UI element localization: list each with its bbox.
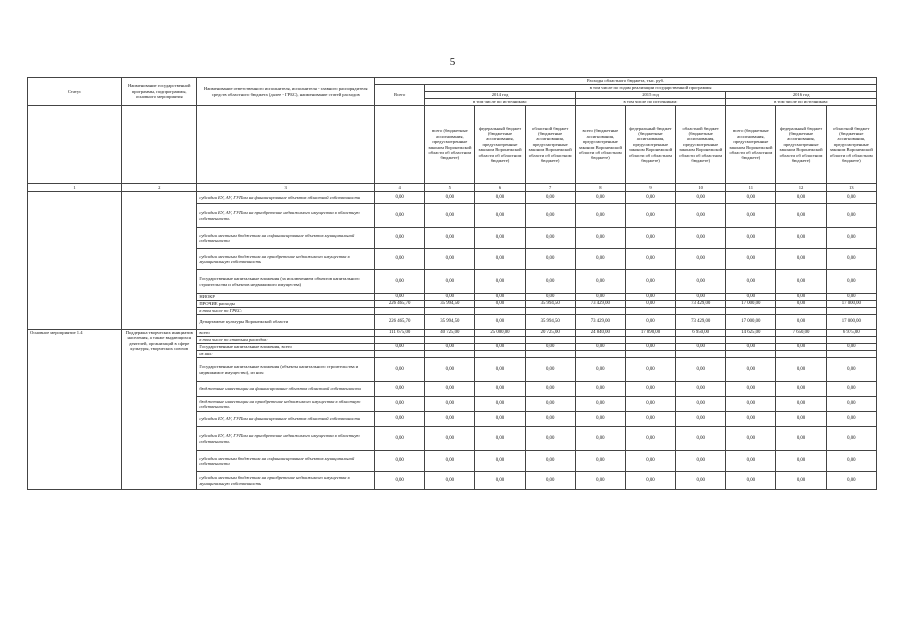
value-cell: 0,00 bbox=[575, 472, 625, 490]
value-cell: 0,00 bbox=[826, 249, 876, 270]
value-cell: 0,00 bbox=[475, 358, 525, 382]
value-cell: 0,00 bbox=[676, 344, 726, 351]
value-cell: 0,00 bbox=[375, 427, 425, 451]
value-cell: 24 840,00 bbox=[575, 330, 625, 337]
header-year-2016: 2016 год bbox=[726, 92, 877, 99]
row-label: Департамент культуры Воронежской области bbox=[197, 315, 375, 330]
value-cell: 0,00 bbox=[575, 451, 625, 472]
value-cell: 0,00 bbox=[475, 192, 525, 204]
value-cell: 0,00 bbox=[425, 249, 475, 270]
value-cell: 0,00 bbox=[425, 358, 475, 382]
value-cell: 0,00 bbox=[625, 358, 675, 382]
value-cell: 0,00 bbox=[375, 192, 425, 204]
value-cell: 0,00 bbox=[726, 397, 776, 412]
value-cell: 0,00 bbox=[425, 427, 475, 451]
status-cell-empty bbox=[28, 192, 122, 330]
value-cell: 0,00 bbox=[676, 451, 726, 472]
row-label: субсидии местным бюджетам на приобретение недвижимого имущества в муниципальную собственность bbox=[197, 472, 375, 490]
value-cell: 226 465,70 bbox=[375, 301, 425, 308]
column-number: 6 bbox=[475, 184, 525, 192]
value-cell: 0,00 bbox=[575, 427, 625, 451]
table-row bbox=[28, 192, 877, 204]
value-cell: 17 890,00 bbox=[625, 330, 675, 337]
value-cell: 0,00 bbox=[375, 412, 425, 427]
value-cell bbox=[525, 308, 575, 315]
value-cell: 0,00 bbox=[575, 204, 625, 228]
value-cell: 0,00 bbox=[726, 270, 776, 294]
value-cell bbox=[826, 337, 876, 344]
header-all-budget-2015: всего (бюджетные ассигнования, предусмотренные законом Воронежской области об областном бюджете) bbox=[575, 106, 625, 184]
header-executor: Наименование ответственного исполнителя, исполнителя - главного распорядителя средств областного бюджета (далее - ГРБС), наименование статей расходов bbox=[197, 78, 375, 106]
value-cell: 0,00 bbox=[625, 397, 675, 412]
value-cell: 0,00 bbox=[726, 472, 776, 490]
value-cell: 0,00 bbox=[475, 397, 525, 412]
value-cell: 0,00 bbox=[475, 204, 525, 228]
value-cell: 73 429,00 bbox=[575, 315, 625, 330]
value-cell: 0,00 bbox=[726, 451, 776, 472]
value-cell: 0,00 bbox=[525, 249, 575, 270]
value-cell: 0,00 bbox=[826, 382, 876, 397]
row-label: субсидии БУ, АУ, ГУПам на приобретение недвижимого имущества в областную собственность bbox=[197, 204, 375, 228]
value-cell: 0,00 bbox=[826, 412, 876, 427]
value-cell: 0,00 bbox=[475, 270, 525, 294]
value-cell: 0,00 bbox=[525, 412, 575, 427]
value-cell: 0,00 bbox=[726, 192, 776, 204]
value-cell bbox=[575, 337, 625, 344]
value-cell bbox=[425, 308, 475, 315]
value-cell: 40 725,00 bbox=[425, 330, 475, 337]
value-cell: 0,00 bbox=[475, 228, 525, 249]
value-cell: 0,00 bbox=[776, 301, 826, 308]
value-cell: 0,00 bbox=[676, 358, 726, 382]
value-cell: 226 465,70 bbox=[375, 315, 425, 330]
column-number: 10 bbox=[676, 184, 726, 192]
value-cell: 0,00 bbox=[525, 294, 575, 301]
value-cell: 0,00 bbox=[776, 294, 826, 301]
value-cell: 0,00 bbox=[726, 204, 776, 228]
value-cell: 73 429,00 bbox=[676, 315, 726, 330]
value-cell bbox=[375, 337, 425, 344]
value-cell: 0,00 bbox=[475, 451, 525, 472]
value-cell: 0,00 bbox=[676, 472, 726, 490]
value-cell: 0,00 bbox=[625, 192, 675, 204]
value-cell: 0,00 bbox=[676, 270, 726, 294]
value-cell bbox=[425, 351, 475, 358]
value-cell: 0,00 bbox=[575, 412, 625, 427]
value-cell: 0,00 bbox=[625, 204, 675, 228]
value-cell: 0,00 bbox=[776, 204, 826, 228]
value-cell: 0,00 bbox=[726, 294, 776, 301]
value-cell: 0,00 bbox=[826, 344, 876, 351]
column-number: 4 bbox=[375, 184, 425, 192]
main-event-name: Поддержка творческих инициатив населения, а также выдающихся деятелей, организаций в сфере культуры, творческих союзов bbox=[122, 330, 197, 490]
value-cell: 0,00 bbox=[575, 192, 625, 204]
value-cell: 17 000,00 bbox=[726, 301, 776, 308]
value-cell: 0,00 bbox=[475, 382, 525, 397]
value-cell bbox=[525, 337, 575, 344]
column-number: 2 bbox=[122, 184, 197, 192]
row-label: в том числе по статьям расходов: bbox=[197, 337, 375, 344]
row-label: НИОКР bbox=[197, 294, 375, 301]
value-cell: 0,00 bbox=[625, 344, 675, 351]
value-cell: 0,00 bbox=[625, 451, 675, 472]
value-cell bbox=[375, 308, 425, 315]
value-cell: 0,00 bbox=[726, 228, 776, 249]
value-cell bbox=[575, 351, 625, 358]
value-cell bbox=[776, 337, 826, 344]
value-cell: 0,00 bbox=[826, 204, 876, 228]
header-regional-2014: областной бюджет (бюджетные ассигнования, предусмотренные законом Воронежской области об областном бюджете) bbox=[525, 106, 575, 184]
value-cell: 0,00 bbox=[676, 249, 726, 270]
header-regional-2015: областной бюджет (бюджетные ассигнования, предусмотренные законом Воронежской области об областном бюджете) bbox=[676, 106, 726, 184]
value-cell: 0,00 bbox=[625, 228, 675, 249]
column-number: 8 bbox=[575, 184, 625, 192]
value-cell: 25 000,00 bbox=[475, 330, 525, 337]
value-cell: 0,00 bbox=[425, 451, 475, 472]
value-cell bbox=[826, 308, 876, 315]
value-cell: 0,00 bbox=[525, 382, 575, 397]
value-cell: 6 950,00 bbox=[676, 330, 726, 337]
value-cell: 0,00 bbox=[676, 204, 726, 228]
value-cell bbox=[475, 308, 525, 315]
value-cell: 0,00 bbox=[776, 451, 826, 472]
value-cell: 35 994,50 bbox=[425, 301, 475, 308]
column-number: 7 bbox=[525, 184, 575, 192]
value-cell: 35 994,50 bbox=[525, 315, 575, 330]
column-number: 1 bbox=[28, 184, 122, 192]
header-program-name: Наименование государственной программы, подпрограммы, основного мероприятия bbox=[122, 78, 197, 106]
value-cell: 0,00 bbox=[676, 427, 726, 451]
value-cell: 0,00 bbox=[625, 301, 675, 308]
header-all-budget-2016: всего (бюджетные ассигнования, предусмотренные законом Воронежской области об областном бюджете) bbox=[726, 106, 776, 184]
column-number: 3 bbox=[197, 184, 375, 192]
row-label: Государственные капитальные вложения (за исключением объектов капитального строительства и объектов недвижимого имущества) bbox=[197, 270, 375, 294]
value-cell bbox=[425, 337, 475, 344]
value-cell bbox=[475, 337, 525, 344]
value-cell: 0,00 bbox=[726, 358, 776, 382]
value-cell: 0,00 bbox=[726, 412, 776, 427]
value-cell: 0,00 bbox=[726, 427, 776, 451]
value-cell: 0,00 bbox=[475, 294, 525, 301]
row-label: в том числе по ГРБС: bbox=[197, 308, 375, 315]
value-cell: 0,00 bbox=[425, 228, 475, 249]
column-number: 5 bbox=[425, 184, 475, 192]
value-cell: 0,00 bbox=[776, 270, 826, 294]
table-row bbox=[28, 330, 877, 337]
value-cell: 0,00 bbox=[625, 472, 675, 490]
value-cell: 0,00 bbox=[776, 192, 826, 204]
row-label: бюджетные инвестиции на финансирование объектов областной собственности bbox=[197, 382, 375, 397]
value-cell: 0,00 bbox=[425, 412, 475, 427]
value-cell: 0,00 bbox=[425, 472, 475, 490]
header-total: Всего bbox=[375, 85, 425, 106]
value-cell: 0,00 bbox=[475, 301, 525, 308]
value-cell: 0,00 bbox=[676, 382, 726, 397]
header-by-sources-2015: в том числе по источникам: bbox=[575, 99, 726, 106]
value-cell: 0,00 bbox=[676, 228, 726, 249]
value-cell: 0,00 bbox=[375, 249, 425, 270]
value-cell: 20 725,00 bbox=[525, 330, 575, 337]
value-cell bbox=[575, 308, 625, 315]
value-cell: 0,00 bbox=[575, 294, 625, 301]
value-cell: 0,00 bbox=[475, 344, 525, 351]
value-cell: 0,00 bbox=[676, 192, 726, 204]
column-number: 13 bbox=[826, 184, 876, 192]
header-status: Статус bbox=[28, 78, 122, 106]
value-cell: 0,00 bbox=[475, 315, 525, 330]
value-cell bbox=[676, 351, 726, 358]
value-cell: 0,00 bbox=[726, 249, 776, 270]
value-cell: 73 429,00 bbox=[676, 301, 726, 308]
table-body-bottom bbox=[28, 330, 877, 490]
value-cell: 0,00 bbox=[625, 412, 675, 427]
value-cell: 6 975,00 bbox=[826, 330, 876, 337]
row-label: Государственные капитальные вложения, всего bbox=[197, 344, 375, 351]
value-cell bbox=[776, 351, 826, 358]
value-cell: 17 000,00 bbox=[826, 315, 876, 330]
value-cell bbox=[525, 351, 575, 358]
value-cell: 0,00 bbox=[425, 344, 475, 351]
value-cell: 0,00 bbox=[826, 451, 876, 472]
value-cell: 0,00 bbox=[375, 472, 425, 490]
value-cell: 0,00 bbox=[525, 451, 575, 472]
column-number: 11 bbox=[726, 184, 776, 192]
value-cell: 0,00 bbox=[776, 472, 826, 490]
row-label: субсидии БУ, АУ, ГУПам на финансирование объектов областной собственности bbox=[197, 192, 375, 204]
value-cell bbox=[726, 337, 776, 344]
value-cell bbox=[375, 351, 425, 358]
value-cell: 17 000,00 bbox=[826, 301, 876, 308]
value-cell: 0,00 bbox=[826, 294, 876, 301]
value-cell: 0,00 bbox=[625, 382, 675, 397]
value-cell bbox=[625, 337, 675, 344]
value-cell bbox=[676, 308, 726, 315]
value-cell: 0,00 bbox=[726, 344, 776, 351]
header-all-budget-2014: всего (бюджетные ассигнования, предусмотренные законом Воронежской области об областном бюджете) bbox=[425, 106, 475, 184]
value-cell: 0,00 bbox=[375, 358, 425, 382]
value-cell: 0,00 bbox=[425, 192, 475, 204]
value-cell bbox=[475, 351, 525, 358]
value-cell: 0,00 bbox=[425, 204, 475, 228]
program-cell-empty bbox=[122, 192, 197, 330]
value-cell: 0,00 bbox=[826, 472, 876, 490]
header-year-2014: 2014 год bbox=[425, 92, 576, 99]
header-federal-2016: федеральный бюджет (бюджетные ассигнования, предусмотренные законом Воронежской области об областном бюджете) bbox=[776, 106, 826, 184]
value-cell: 0,00 bbox=[475, 412, 525, 427]
budget-table bbox=[27, 77, 877, 490]
value-cell: 0,00 bbox=[375, 451, 425, 472]
value-cell: 0,00 bbox=[575, 344, 625, 351]
header-expenses-title: Расходы областного бюджета, тыс. руб. bbox=[375, 78, 877, 85]
value-cell: 0,00 bbox=[676, 397, 726, 412]
value-cell: 0,00 bbox=[425, 397, 475, 412]
value-cell: 0,00 bbox=[625, 427, 675, 451]
value-cell: 0,00 bbox=[826, 358, 876, 382]
value-cell: 0,00 bbox=[676, 294, 726, 301]
value-cell: 0,00 bbox=[776, 358, 826, 382]
value-cell bbox=[625, 351, 675, 358]
value-cell: 0,00 bbox=[375, 294, 425, 301]
row-label: Государственные капитальные вложения (объекты капитального строительства и недвижимое имущество), из них: bbox=[197, 358, 375, 382]
value-cell bbox=[676, 337, 726, 344]
table-header bbox=[28, 78, 877, 192]
value-cell: 0,00 bbox=[525, 204, 575, 228]
value-cell: 0,00 bbox=[625, 315, 675, 330]
header-year-2015: 2015 год bbox=[575, 92, 726, 99]
value-cell: 0,00 bbox=[575, 358, 625, 382]
value-cell: 0,00 bbox=[826, 427, 876, 451]
value-cell: 0,00 bbox=[676, 412, 726, 427]
value-cell: 0,00 bbox=[525, 358, 575, 382]
value-cell: 0,00 bbox=[575, 228, 625, 249]
value-cell: 0,00 bbox=[525, 228, 575, 249]
value-cell bbox=[625, 308, 675, 315]
row-label: всего bbox=[197, 330, 375, 337]
value-cell: 0,00 bbox=[826, 192, 876, 204]
header-by-years: в том числе по годам реализации государственной программы bbox=[425, 85, 877, 92]
value-cell: 0,00 bbox=[625, 249, 675, 270]
value-cell: 0,00 bbox=[375, 228, 425, 249]
value-cell: 0,00 bbox=[625, 270, 675, 294]
header-federal-2015: федеральный бюджет (бюджетные ассигнования, предусмотренные законом Воронежской области об областном бюджете) bbox=[625, 106, 675, 184]
value-cell: 0,00 bbox=[826, 228, 876, 249]
main-event-status: Основное мероприятие 1.4 bbox=[28, 330, 122, 490]
value-cell: 7 650,00 bbox=[776, 330, 826, 337]
value-cell: 0,00 bbox=[776, 427, 826, 451]
value-cell: 0,00 bbox=[726, 382, 776, 397]
value-cell: 17 000,00 bbox=[726, 315, 776, 330]
value-cell: 0,00 bbox=[776, 382, 826, 397]
value-cell: 35 994,50 bbox=[425, 315, 475, 330]
value-cell: 0,00 bbox=[575, 249, 625, 270]
value-cell: 0,00 bbox=[425, 294, 475, 301]
value-cell: 0,00 bbox=[475, 472, 525, 490]
header-federal-2014: федеральный бюджет (бюджетные ассигнования, предусмотренные законом Воронежской области об областном бюджете) bbox=[475, 106, 525, 184]
value-cell: 111 675,00 bbox=[375, 330, 425, 337]
row-label: субсидии местным бюджетам на приобретение недвижимого имущества в муниципальную собственность bbox=[197, 249, 375, 270]
value-cell: 0,00 bbox=[425, 382, 475, 397]
row-label: субсидии местным бюджетам на софинансирование объектов муниципальной собственности bbox=[197, 228, 375, 249]
value-cell: 0,00 bbox=[475, 427, 525, 451]
value-cell: 0,00 bbox=[776, 228, 826, 249]
value-cell: 0,00 bbox=[575, 270, 625, 294]
row-label: ПРОЧИЕ расходы bbox=[197, 301, 375, 308]
value-cell: 0,00 bbox=[826, 397, 876, 412]
column-number: 12 bbox=[776, 184, 826, 192]
header-by-sources-2014: в том числе по источникам: bbox=[425, 99, 576, 106]
row-label: субсидии БУ, АУ, ГУПам на финансирование объектов областной собственности bbox=[197, 412, 375, 427]
value-cell: 14 625,00 bbox=[726, 330, 776, 337]
value-cell: 0,00 bbox=[826, 270, 876, 294]
value-cell: 0,00 bbox=[525, 427, 575, 451]
row-label: из них: bbox=[197, 351, 375, 358]
value-cell: 0,00 bbox=[525, 397, 575, 412]
column-number-row bbox=[28, 184, 877, 192]
value-cell: 0,00 bbox=[375, 204, 425, 228]
value-cell: 0,00 bbox=[425, 270, 475, 294]
value-cell: 0,00 bbox=[575, 397, 625, 412]
value-cell: 0,00 bbox=[776, 315, 826, 330]
value-cell: 0,00 bbox=[375, 270, 425, 294]
value-cell bbox=[776, 308, 826, 315]
value-cell: 0,00 bbox=[776, 249, 826, 270]
value-cell: 0,00 bbox=[475, 249, 525, 270]
value-cell: 0,00 bbox=[776, 397, 826, 412]
row-label: субсидии БУ, АУ, ГУПам на приобретение недвижимого имущества в областную собственность bbox=[197, 427, 375, 451]
value-cell: 0,00 bbox=[375, 397, 425, 412]
row-label: бюджетные инвестиции на приобретение недвижимого имущества в областную собственность bbox=[197, 397, 375, 412]
value-cell: 0,00 bbox=[525, 192, 575, 204]
value-cell bbox=[826, 351, 876, 358]
header-regional-2016: областной бюджет (бюджетные ассигнования, предусмотренные законом Воронежской области об областном бюджете) bbox=[826, 106, 876, 184]
header-by-sources-2016: в том числе по источникам: bbox=[726, 99, 877, 106]
value-cell: 0,00 bbox=[375, 382, 425, 397]
value-cell: 73 429,00 bbox=[575, 301, 625, 308]
column-number: 9 bbox=[625, 184, 675, 192]
value-cell: 0,00 bbox=[776, 412, 826, 427]
value-cell: 0,00 bbox=[525, 270, 575, 294]
value-cell: 0,00 bbox=[575, 382, 625, 397]
value-cell: 35 994,50 bbox=[525, 301, 575, 308]
value-cell bbox=[726, 351, 776, 358]
value-cell: 0,00 bbox=[375, 344, 425, 351]
table-body-top bbox=[28, 192, 877, 330]
row-label: субсидии местным бюджетам на софинансирование объектов муниципальной собственности bbox=[197, 451, 375, 472]
value-cell: 0,00 bbox=[525, 344, 575, 351]
value-cell: 0,00 bbox=[625, 294, 675, 301]
value-cell: 0,00 bbox=[525, 472, 575, 490]
value-cell bbox=[726, 308, 776, 315]
value-cell: 0,00 bbox=[776, 344, 826, 351]
page-number: 5 bbox=[449, 56, 456, 68]
